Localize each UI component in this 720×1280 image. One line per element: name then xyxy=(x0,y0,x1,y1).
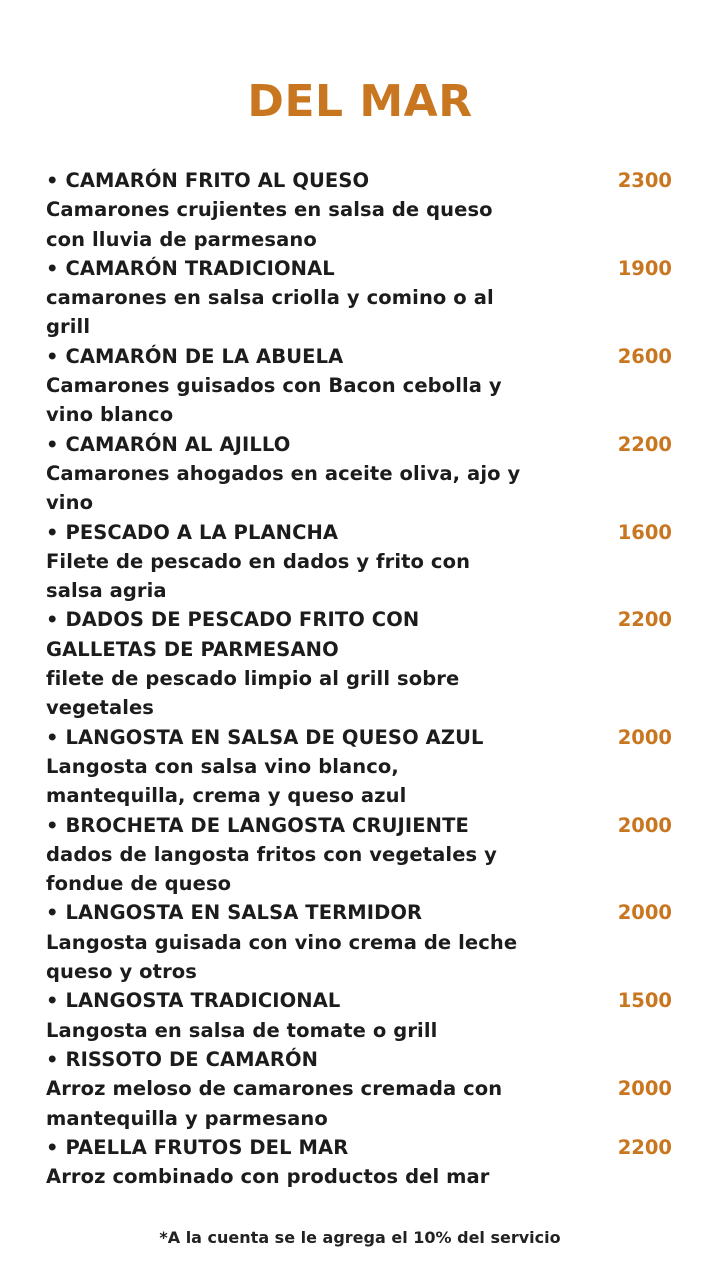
item-name: • RISSOTO DE CAMARÓN xyxy=(46,1047,319,1071)
item-description: Arroz meloso de camarones cremada con mantequilla y parmesano xyxy=(46,1077,503,1130)
menu-list xyxy=(46,166,676,1191)
service-charge-note: *A la cuenta se le agrega el 10% del servicio xyxy=(159,1228,561,1247)
menu-item xyxy=(46,1045,676,1133)
menu-item xyxy=(46,1133,676,1192)
item-price: 1900 xyxy=(617,256,672,280)
menu-item xyxy=(46,723,676,811)
item-name: • CAMARÓN DE LA ABUELA xyxy=(46,344,344,368)
item-price: 2000 xyxy=(617,813,672,837)
menu-item xyxy=(46,342,676,430)
item-name: • LANGOSTA TRADICIONAL xyxy=(46,989,341,1013)
item-name: • LANGOSTA EN SALSA DE QUESO AZUL xyxy=(46,725,484,749)
item-name: • CAMARÓN FRITO AL QUESO xyxy=(46,169,370,192)
item-description: Camarones guisados con Bacon cebolla y vino blanco xyxy=(46,374,502,427)
item-name: • BROCHETA DE LANGOSTA CRUJIENTE xyxy=(46,813,469,837)
item-name: • PESCADO A LA PLANCHA xyxy=(46,520,339,544)
menu-item xyxy=(46,605,676,722)
item-price: 2200 xyxy=(617,608,672,632)
page-title: DEL MAR xyxy=(247,76,473,127)
item-price: 2200 xyxy=(617,432,672,456)
menu-item xyxy=(46,430,676,518)
item-price: 2000 xyxy=(617,1077,672,1101)
item-description: filete de pescado limpio al grill sobre vegetales xyxy=(46,667,460,720)
item-description: Arroz combinado con productos del mar xyxy=(46,1165,490,1189)
menu-item xyxy=(46,518,676,606)
menu-item xyxy=(46,811,676,899)
menu-item xyxy=(46,254,676,342)
item-name: • PAELLA FRUTOS DEL MAR xyxy=(46,1135,349,1159)
item-name: • LANGOSTA EN SALSA TERMIDOR xyxy=(46,901,423,925)
item-description: Filete de pescado en dados y frito con salsa agria xyxy=(46,549,471,603)
menu-item xyxy=(46,986,676,1045)
item-description: dados de langosta fritos con vegetales y fondue de queso xyxy=(46,842,497,896)
item-price: 1600 xyxy=(617,520,672,544)
item-name: • DADOS DE PESCADO FRITO CON GALLETAS DE PARMESANO xyxy=(46,608,420,661)
item-price: 2200 xyxy=(617,1135,672,1159)
item-description: Langosta con salsa vino blanco, mantequilla, crema y queso azul xyxy=(46,754,407,808)
item-price: 2000 xyxy=(617,725,672,749)
item-description: Langosta guisada con vino crema de leche queso y otros xyxy=(46,930,518,984)
menu-item xyxy=(46,898,676,986)
item-price: 2000 xyxy=(617,901,672,925)
item-price: 2300 xyxy=(617,169,672,192)
item-price: 1500 xyxy=(617,989,672,1013)
item-description: Camarones crujientes en salsa de queso con lluvia de parmesano xyxy=(46,198,493,251)
item-description: Langosta en salsa de tomate o grill xyxy=(46,1018,438,1042)
menu-item xyxy=(46,166,676,254)
item-description: Camarones ahogados en aceite oliva, ajo y vino xyxy=(46,461,521,515)
item-name: • CAMARÓN TRADICIONAL xyxy=(46,256,335,280)
item-price: 2600 xyxy=(617,344,672,368)
item-name: • CAMARÓN AL AJILLO xyxy=(46,432,291,456)
item-description: camarones en salsa criolla y comino o al grill xyxy=(46,286,494,339)
